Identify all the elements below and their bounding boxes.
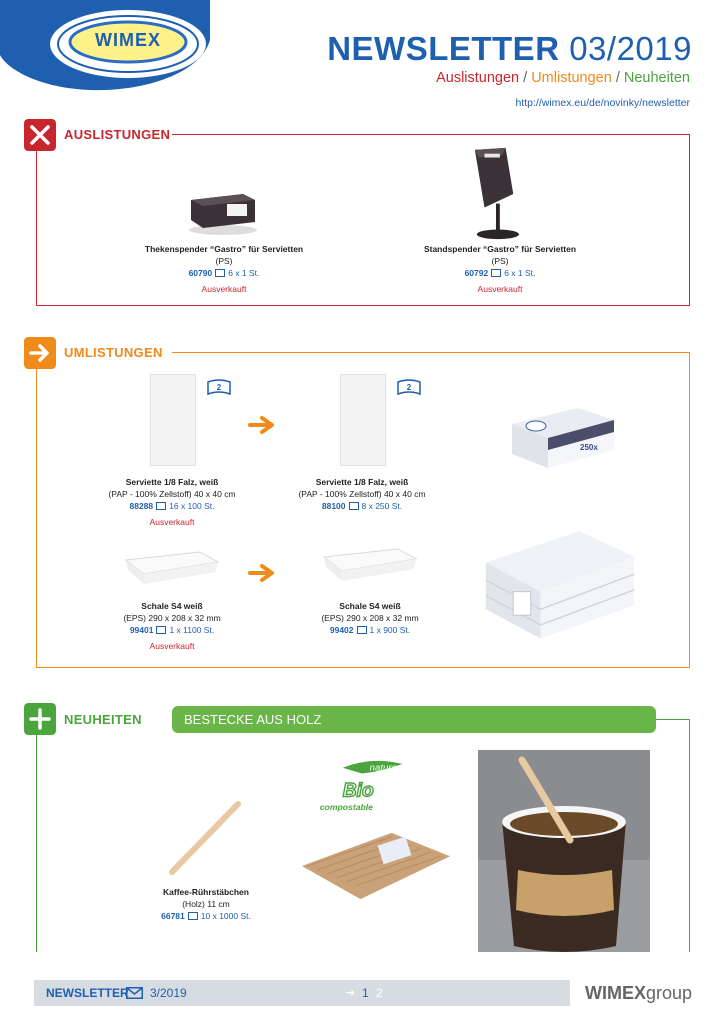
product-material: (EPS) 290 x 208 x 32 mm [123, 613, 221, 623]
product-material: (PS) [491, 256, 509, 266]
product-caption-88100 [282, 476, 442, 512]
box-icon [188, 912, 198, 920]
product-code: 99402 [329, 625, 354, 635]
footer-brand-bold: WIMEX [584, 983, 646, 1003]
product-caption-88288 [92, 476, 252, 528]
product-code: 60792 [464, 268, 489, 278]
page-link-2[interactable]: 2 [376, 986, 383, 1000]
logo-wimex: WIMEX [95, 30, 161, 50]
new-plus-icon [24, 703, 56, 735]
product-caption-60790 [124, 243, 324, 295]
product-name: Schale S4 weiß [339, 601, 401, 611]
footer-newsletter-label: NEWSLETTER [46, 986, 129, 1000]
sold-out-label: Ausverkauft [149, 517, 195, 527]
footer-bar [34, 980, 570, 1006]
product-code: 88288 [129, 501, 154, 511]
new-title: NEUHEITEN [64, 712, 142, 727]
napkin-pack-image [508, 402, 618, 472]
ply-badge-text: 2 [216, 383, 222, 392]
product-code: 99401 [129, 625, 154, 635]
subtitle-sep-2: / [615, 70, 620, 86]
relist-arrow-icon [248, 563, 278, 583]
product-pack: 6 x 1 St. [228, 268, 260, 278]
subtitle-sep-1: / [523, 70, 528, 86]
footer-issue: 3/2019 [150, 986, 187, 1000]
product-material: (EPS) 290 x 208 x 32 mm [321, 613, 419, 623]
product-code: 88100 [321, 501, 346, 511]
bio-logo-bottom-text: compostable [319, 802, 373, 813]
coffee-cup-photo [478, 750, 650, 952]
envelope-icon[interactable] [126, 987, 143, 999]
product-caption-60792 [400, 243, 600, 295]
page-link-1[interactable]: 1 [362, 986, 369, 1000]
product-material: (Holz) 11 cm [182, 899, 230, 909]
delistings-frame-topline [172, 134, 690, 135]
product-name: Kaffee-Rührstäbchen [163, 887, 249, 897]
ply-badge-text: 2 [406, 383, 412, 392]
category-banner [172, 706, 656, 733]
box-icon [215, 269, 225, 277]
product-name: Schale S4 weiß [141, 601, 203, 611]
relisted-arrow-icon [24, 337, 56, 369]
product-material: (PS) [215, 256, 233, 266]
new-frame-left [36, 734, 37, 952]
product-caption-99402 [290, 600, 450, 636]
product-name: Serviette 1/8 Falz, weiß [125, 477, 219, 487]
newsletter-issue: 03/2019 [569, 30, 692, 67]
bio-logo-main-text: Bio [342, 780, 374, 802]
subtitle-new: Neuheiten [623, 70, 690, 86]
product-caption-99401 [92, 600, 252, 652]
product-code: 60790 [188, 268, 213, 278]
delisted-x-icon [24, 119, 56, 151]
newsletter-url-link[interactable]: http://wimex.eu/de/novinky/newsletter [515, 97, 690, 109]
subtitle-delisted: Auslistungen [436, 70, 520, 86]
relistings-title: UMLISTUNGEN [64, 345, 163, 360]
product-pack: 1 x 900 St. [369, 625, 411, 635]
new-frame-right [689, 719, 690, 952]
product-name: Standspender “Gastro” für Servietten [423, 244, 577, 254]
two-ply-icon [396, 378, 422, 398]
napkin-pack-label: 250x [580, 443, 598, 452]
footer-brand-logo [585, 983, 692, 1004]
product-pack: 16 x 100 St. [169, 501, 215, 511]
sold-out-label: Ausverkauft [149, 641, 195, 651]
tray-bundle-image [482, 520, 638, 644]
box-icon [349, 502, 359, 510]
newsletter-subtitle [436, 70, 690, 86]
box-icon [491, 269, 501, 277]
tray-image-99402 [320, 545, 420, 585]
product-pack: 8 x 250 St. [361, 501, 403, 511]
sold-out-label: Ausverkauft [477, 284, 523, 294]
newsletter-title [327, 30, 692, 68]
tray-image-99401 [122, 548, 222, 588]
box-icon [357, 626, 367, 634]
product-name: Thekenspender “Gastro” für Servietten [144, 244, 304, 254]
bio-logo-top-text: nature [369, 762, 397, 774]
stir-stick-image [166, 798, 246, 878]
delistings-title: AUSLISTUNGEN [64, 127, 171, 142]
two-ply-icon [206, 378, 232, 398]
product-material: (PAP - 100% Zellstoff) 40 x 40 cm [298, 489, 426, 499]
product-caption-66781 [126, 886, 286, 922]
stand-dispenser-image [466, 146, 526, 242]
page-arrow-icon: ➔ [346, 987, 356, 999]
napkin-image-88100 [340, 374, 386, 466]
relist-arrow-icon [248, 415, 278, 435]
box-icon [156, 626, 166, 634]
counter-dispenser-image [183, 186, 263, 236]
footer-brand-rest: group [645, 983, 692, 1003]
stir-stick-bag-image [298, 826, 454, 906]
bio-compostable-logo [314, 758, 410, 816]
product-pack: 6 x 1 St. [504, 268, 536, 278]
category-banner-label: BESTECKE AUS HOLZ [184, 712, 322, 727]
sold-out-label: Ausverkauft [201, 284, 247, 294]
product-name: Serviette 1/8 Falz, weiß [315, 477, 409, 487]
product-pack: 1 x 1100 St. [169, 625, 215, 635]
new-frame-topline [656, 719, 690, 720]
product-material: (PAP - 100% Zellstoff) 40 x 40 cm [108, 489, 236, 499]
product-pack: 10 x 1000 St. [200, 911, 251, 921]
subtitle-relisted: Umlistungen [531, 70, 612, 86]
product-code: 66781 [161, 911, 185, 921]
newsletter-title-main: NEWSLETTER [327, 30, 560, 67]
relistings-frame-topline [172, 352, 690, 353]
box-icon [156, 502, 166, 510]
napkin-image-88288 [150, 374, 196, 466]
